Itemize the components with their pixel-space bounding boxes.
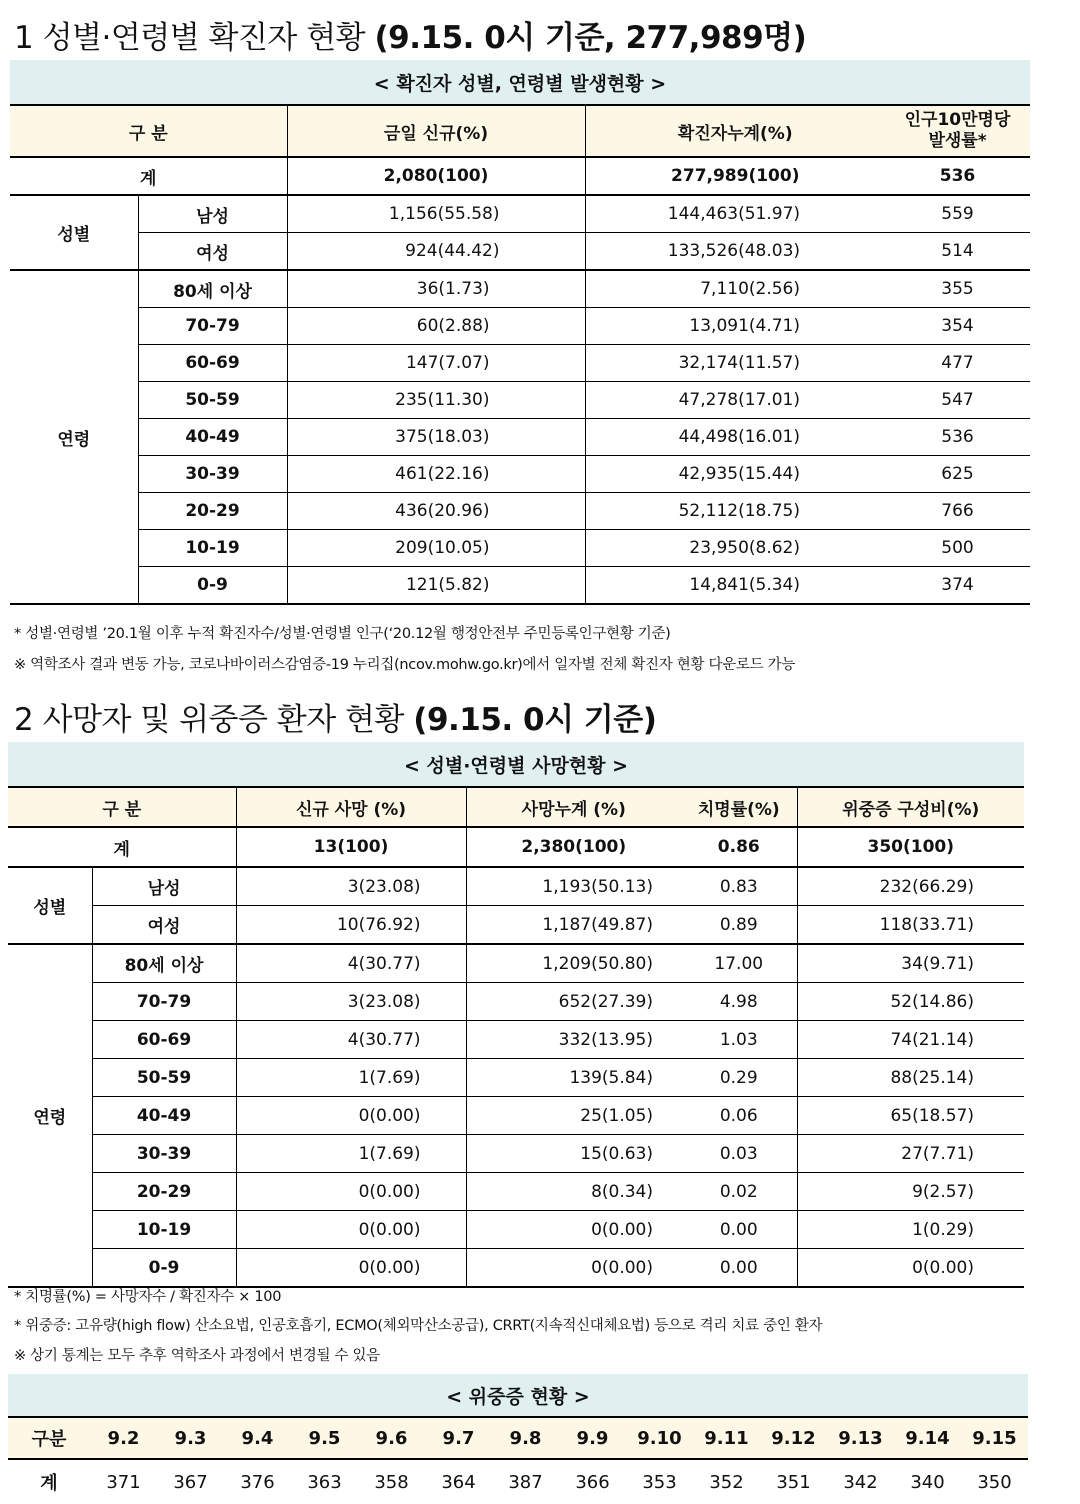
cell-cumulative-deaths: 332(13.95) xyxy=(466,1021,681,1059)
row-label: 0-9 xyxy=(138,567,287,605)
cell-cumulative: 7,110(2.56) xyxy=(585,270,885,308)
cell-severe: 9(2.57) xyxy=(797,1173,1024,1211)
table-row xyxy=(10,233,1030,271)
cell-cumulative-deaths: 15(0.63) xyxy=(466,1135,681,1173)
cell-severe: 65(18.57) xyxy=(797,1097,1024,1135)
header-rate-line2: 발생률* xyxy=(928,131,987,151)
table3-caption: < 위중증 현황 > xyxy=(8,1374,1028,1416)
cell-severe: 34(9.71) xyxy=(797,944,1024,983)
table-row xyxy=(10,493,1030,530)
trend-date: 9.7 xyxy=(425,1417,492,1459)
cell-cumulative-deaths: 139(5.84) xyxy=(466,1059,681,1097)
row-label: 남성 xyxy=(138,195,287,233)
total-fatality-rate: 0.86 xyxy=(681,827,797,867)
trend-value: 342 xyxy=(843,1471,878,1493)
cell-severe: 1(0.29) xyxy=(797,1211,1024,1249)
cell-fatality-rate: 1.03 xyxy=(681,1021,797,1059)
cell-cumulative-deaths: 8(0.34) xyxy=(466,1173,681,1211)
group-label-sex: 성별 xyxy=(10,195,138,270)
row-label: 여성 xyxy=(92,906,236,945)
trend-value: 364 xyxy=(441,1471,476,1493)
trend-date: 9.10 xyxy=(626,1417,693,1459)
row-label: 남성 xyxy=(92,867,236,906)
cell-rate: 559 xyxy=(885,195,1030,233)
section2-title-text: 사망자 및 위중증 환자 현황 xyxy=(42,702,404,738)
table1-total-row xyxy=(10,157,1030,195)
row-label: 70-79 xyxy=(138,308,287,345)
cell-fatality-rate: 0.06 xyxy=(681,1097,797,1135)
section2-number: 2 xyxy=(14,702,34,738)
cell-cumulative-deaths: 1,209(50.80) xyxy=(466,944,681,983)
table-row xyxy=(10,195,1030,233)
cell-new-deaths: 10(76.92) xyxy=(236,906,466,945)
table-row xyxy=(8,867,1024,906)
table-row xyxy=(10,308,1030,345)
trend-value: 363 xyxy=(307,1471,342,1493)
cell-new: 1,156(55.58) xyxy=(287,195,585,233)
cell-cumulative: 133,526(48.03) xyxy=(585,233,885,271)
row-label: 10-19 xyxy=(92,1211,236,1249)
cell-fatality-rate: 0.83 xyxy=(681,867,797,906)
table-row xyxy=(10,456,1030,493)
row-label: 80세 이상 xyxy=(138,270,287,308)
section1-note-1: * 성별·연령별 ’20.1월 이후 누적 확진자수/성별·연령별 인구(‘20.12월 행정안전부 주민등록인구현황 기준) xyxy=(14,626,671,642)
cell-rate: 514 xyxy=(885,233,1030,271)
confirmed-table xyxy=(10,104,1030,605)
row-label: 60-69 xyxy=(92,1021,236,1059)
table2-caption: < 성별·연령별 사망현황 > xyxy=(8,742,1024,786)
cell-cumulative: 144,463(51.97) xyxy=(585,195,885,233)
cell-cumulative-deaths: 0(0.00) xyxy=(466,1249,681,1288)
header-severe-share: 위중증 구성비(%) xyxy=(797,787,1024,827)
cell-new-deaths: 0(0.00) xyxy=(236,1173,466,1211)
cell-rate: 625 xyxy=(885,456,1030,493)
cell-cumulative-deaths: 1,193(50.13) xyxy=(466,867,681,906)
cell-severe: 52(14.86) xyxy=(797,983,1024,1021)
table2-total-row xyxy=(8,827,1024,867)
cell-rate: 536 xyxy=(885,419,1030,456)
table2-header-row xyxy=(8,787,1024,827)
row-label: 80세 이상 xyxy=(92,944,236,983)
row-label: 70-79 xyxy=(92,983,236,1021)
trend-value: 371 xyxy=(106,1471,141,1493)
trend-value: 366 xyxy=(575,1471,610,1493)
row-label: 0-9 xyxy=(92,1249,236,1288)
cell-cumulative: 47,278(17.01) xyxy=(585,382,885,419)
total-new-deaths: 13(100) xyxy=(236,827,466,867)
cell-new: 147(7.07) xyxy=(287,345,585,382)
row-label: 20-29 xyxy=(92,1173,236,1211)
section1-note-2: ※ 역학조사 결과 변동 가능, 코로나바이러스감염증-19 누리집(ncov.mohw.go.kr)에서 일자별 전체 확진자 현황 다운로드 가능 xyxy=(14,657,796,673)
trend-value: 350 xyxy=(977,1471,1012,1493)
cell-new-deaths: 4(30.77) xyxy=(236,1021,466,1059)
group-label-sex: 성별 xyxy=(8,867,92,944)
cell-fatality-rate: 0.03 xyxy=(681,1135,797,1173)
cell-new: 36(1.73) xyxy=(287,270,585,308)
trend-total-label: 계 xyxy=(40,1473,58,1494)
table-row xyxy=(10,419,1030,456)
cell-new-deaths: 0(0.00) xyxy=(236,1211,466,1249)
table1-caption: < 확진자 성별, 연령별 발생현황 > xyxy=(10,60,1030,104)
header-category: 구 분 xyxy=(8,787,236,827)
trend-value: 352 xyxy=(709,1471,744,1493)
table-row xyxy=(10,382,1030,419)
death-table xyxy=(8,786,1024,1288)
trend-value: 376 xyxy=(240,1471,275,1493)
row-label: 40-49 xyxy=(92,1097,236,1135)
section2-title-date: (9.15. 0시 기준) xyxy=(413,702,657,738)
table-row xyxy=(8,1059,1024,1097)
table-row xyxy=(10,345,1030,382)
cell-fatality-rate: 17.00 xyxy=(681,944,797,983)
table-row xyxy=(10,270,1030,308)
cell-fatality-rate: 0.00 xyxy=(681,1211,797,1249)
cell-new-deaths: 0(0.00) xyxy=(236,1097,466,1135)
row-label: 20-29 xyxy=(138,493,287,530)
cell-fatality-rate: 0.00 xyxy=(681,1249,797,1288)
trend-date: 9.4 xyxy=(224,1417,291,1459)
cell-cumulative: 13,091(4.71) xyxy=(585,308,885,345)
trend-row-header: 구분 xyxy=(8,1417,90,1459)
cell-cumulative: 52,112(18.75) xyxy=(585,493,885,530)
header-new: 금일 신규(%) xyxy=(287,105,585,157)
cell-rate: 374 xyxy=(885,567,1030,605)
cell-rate: 500 xyxy=(885,530,1030,567)
cell-rate: 547 xyxy=(885,382,1030,419)
cell-cumulative: 32,174(11.57) xyxy=(585,345,885,382)
cell-severe: 74(21.14) xyxy=(797,1021,1024,1059)
cell-fatality-rate: 4.98 xyxy=(681,983,797,1021)
trend-value: 351 xyxy=(776,1471,811,1493)
group-label-age: 연령 xyxy=(8,944,92,1287)
header-cumulative: 확진자누계(%) xyxy=(585,105,885,157)
cell-rate: 477 xyxy=(885,345,1030,382)
section2-note-1: * 치명률(%) = 사망자수 / 확진자수 × 100 xyxy=(14,1289,282,1305)
table-row xyxy=(10,530,1030,567)
trend-value: 353 xyxy=(642,1471,677,1493)
cell-severe: 88(25.14) xyxy=(797,1059,1024,1097)
row-label: 60-69 xyxy=(138,345,287,382)
section1-title xyxy=(14,12,806,57)
cell-new: 461(22.16) xyxy=(287,456,585,493)
section1-title-text: 성별·연령별 확진자 현황 xyxy=(42,20,366,56)
trend-value: 358 xyxy=(374,1471,409,1493)
trend-date: 9.11 xyxy=(693,1417,760,1459)
table-row xyxy=(8,1173,1024,1211)
row-label: 40-49 xyxy=(138,419,287,456)
section2-title xyxy=(14,694,656,739)
trend-date: 9.2 xyxy=(90,1417,157,1459)
header-new-deaths: 신규 사망 (%) xyxy=(236,787,466,827)
table-row xyxy=(8,983,1024,1021)
table-row xyxy=(10,567,1030,605)
section1-title-date: (9.15. 0시 기준, 277,989명) xyxy=(374,20,807,56)
cell-new-deaths: 1(7.69) xyxy=(236,1135,466,1173)
trend-date: 9.13 xyxy=(827,1417,894,1459)
cell-rate: 354 xyxy=(885,308,1030,345)
cell-new-deaths: 4(30.77) xyxy=(236,944,466,983)
group-label-age: 연령 xyxy=(10,270,138,604)
trend-header-row xyxy=(8,1417,1028,1459)
table-row xyxy=(8,1135,1024,1173)
cell-fatality-rate: 0.29 xyxy=(681,1059,797,1097)
cell-cumulative-deaths: 1,187(49.87) xyxy=(466,906,681,945)
cell-new: 375(18.03) xyxy=(287,419,585,456)
cell-fatality-rate: 0.02 xyxy=(681,1173,797,1211)
trend-date: 9.6 xyxy=(358,1417,425,1459)
header-fatality-rate: 치명률(%) xyxy=(681,787,797,827)
table-row xyxy=(8,906,1024,945)
trend-value-row xyxy=(8,1459,1028,1504)
cell-severe: 27(7.71) xyxy=(797,1135,1024,1173)
trend-date: 9.5 xyxy=(291,1417,358,1459)
row-label: 여성 xyxy=(138,233,287,271)
cell-new: 436(20.96) xyxy=(287,493,585,530)
cell-cumulative-deaths: 25(1.05) xyxy=(466,1097,681,1135)
row-label: 50-59 xyxy=(138,382,287,419)
trend-value: 340 xyxy=(910,1471,945,1493)
cell-new: 235(11.30) xyxy=(287,382,585,419)
table1-header-row xyxy=(10,105,1030,157)
trend-date: 9.15 xyxy=(961,1417,1028,1459)
table-row xyxy=(8,1021,1024,1059)
table-row xyxy=(8,1211,1024,1249)
cell-rate: 355 xyxy=(885,270,1030,308)
section1-number: 1 xyxy=(14,20,34,56)
trend-date: 9.9 xyxy=(559,1417,626,1459)
cell-severe: 118(33.71) xyxy=(797,906,1024,945)
row-label: 30-39 xyxy=(138,456,287,493)
cell-new-deaths: 1(7.69) xyxy=(236,1059,466,1097)
total-severe: 350(100) xyxy=(797,827,1024,867)
total-label: 계 xyxy=(10,157,287,195)
cell-new: 924(44.42) xyxy=(287,233,585,271)
cell-cumulative-deaths: 652(27.39) xyxy=(466,983,681,1021)
cell-cumulative: 42,935(15.44) xyxy=(585,456,885,493)
total-cumulative-deaths: 2,380(100) xyxy=(466,827,681,867)
trend-value: 367 xyxy=(173,1471,208,1493)
cell-rate: 766 xyxy=(885,493,1030,530)
header-rate xyxy=(885,105,1030,157)
cell-new-deaths: 0(0.00) xyxy=(236,1249,466,1288)
table-row xyxy=(8,1097,1024,1135)
total-rate: 536 xyxy=(885,157,1030,195)
cell-new: 60(2.88) xyxy=(287,308,585,345)
header-rate-line1: 인구10만명당 xyxy=(904,110,1011,130)
cell-new: 121(5.82) xyxy=(287,567,585,605)
cell-new-deaths: 3(23.08) xyxy=(236,983,466,1021)
row-label: 50-59 xyxy=(92,1059,236,1097)
cell-new-deaths: 3(23.08) xyxy=(236,867,466,906)
section2-note-3: ※ 상기 통계는 모두 추후 역학조사 과정에서 변경될 수 있음 xyxy=(14,1348,380,1364)
trend-date: 9.14 xyxy=(894,1417,961,1459)
trend-date: 9.3 xyxy=(157,1417,224,1459)
trend-value: 387 xyxy=(508,1471,543,1493)
total-label: 계 xyxy=(8,827,236,867)
table-row xyxy=(8,1249,1024,1288)
cell-severe: 232(66.29) xyxy=(797,867,1024,906)
cell-fatality-rate: 0.89 xyxy=(681,906,797,945)
trend-date: 9.12 xyxy=(760,1417,827,1459)
cell-new: 209(10.05) xyxy=(287,530,585,567)
cell-cumulative-deaths: 0(0.00) xyxy=(466,1211,681,1249)
header-category: 구 분 xyxy=(10,105,287,157)
cell-cumulative: 23,950(8.62) xyxy=(585,530,885,567)
cell-cumulative: 44,498(16.01) xyxy=(585,419,885,456)
trend-date: 9.8 xyxy=(492,1417,559,1459)
row-label: 30-39 xyxy=(92,1135,236,1173)
header-cumulative-deaths: 사망누계 (%) xyxy=(466,787,681,827)
cell-cumulative: 14,841(5.34) xyxy=(585,567,885,605)
total-new: 2,080(100) xyxy=(287,157,585,195)
row-label: 10-19 xyxy=(138,530,287,567)
total-cumulative: 277,989(100) xyxy=(585,157,885,195)
severe-trend-table xyxy=(8,1416,1028,1504)
cell-severe: 0(0.00) xyxy=(797,1249,1024,1288)
section2-note-2: * 위중증: 고유량(high flow) 산소요법, 인공호흡기, ECMO(체외막산소공급), CRRT(지속적신대체요법) 등으로 격리 치료 중인 환자 xyxy=(14,1318,823,1334)
table-row xyxy=(8,944,1024,983)
